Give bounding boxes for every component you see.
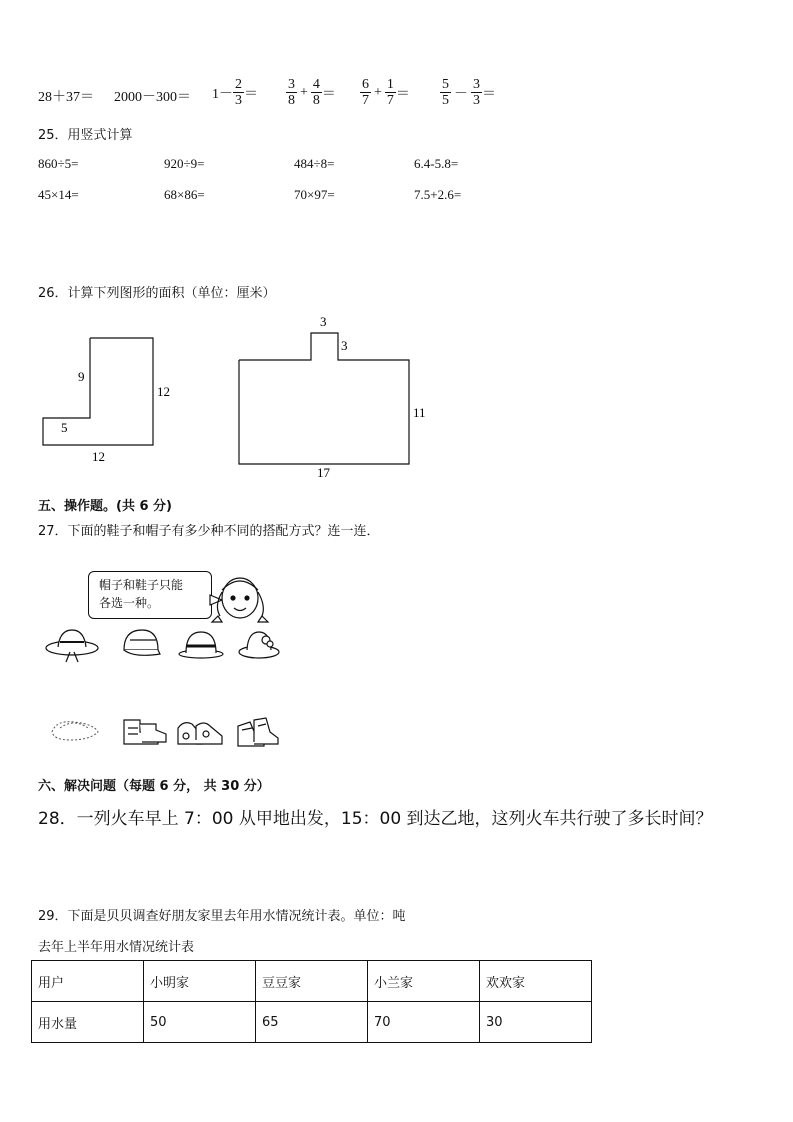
q26-title: 26．计算下列图形的面积（单位：厘米） — [38, 286, 276, 301]
fig1-step-label: 5 — [61, 420, 68, 435]
fig1-bottom-label: 12 — [92, 449, 105, 464]
fig1-left-label: 9 — [78, 369, 85, 384]
sneaker-icon — [178, 723, 222, 744]
table-row — [32, 1002, 592, 1043]
table-cell: 30 — [480, 1002, 592, 1043]
expression-text: 2000－300＝ — [114, 90, 191, 105]
denominator: 8 — [288, 93, 295, 108]
fig2-top-label: 3 — [320, 314, 327, 329]
table-cell: 用水量 — [32, 1002, 144, 1043]
table-row — [32, 961, 592, 1002]
matching-illustration — [0, 560, 793, 760]
q29-table-title: 去年上半年用水情况统计表 — [38, 940, 195, 955]
speech-line: 各选一种。 — [99, 596, 160, 610]
sun-hat-icon — [46, 630, 98, 662]
q28-question: 28．一列火车早上 7：00 从甲地出发，15：00 到达乙地，这列火车共行驶了多长时间？ — [38, 809, 713, 829]
numerator: 5 — [442, 77, 449, 92]
l-shape-figure — [43, 338, 170, 464]
q25-title: 25．用竖式计算 — [38, 128, 133, 143]
fig2-bottom-label: 17 — [317, 465, 330, 480]
table-cell: 欢欢家 — [480, 961, 592, 1002]
numerator: 6 — [362, 77, 369, 92]
numerator: 3 — [288, 77, 295, 92]
denominator: 3 — [473, 93, 480, 108]
numerator: 1 — [386, 77, 394, 92]
table-cell: 65 — [256, 1002, 368, 1043]
q25-item: 70×97= — [294, 187, 335, 202]
operator: + — [374, 85, 382, 100]
boot-icon — [124, 720, 166, 744]
table-cell: 用户 — [32, 961, 144, 1002]
operator: + — [300, 85, 308, 100]
q25-item: 920÷9= — [164, 156, 205, 171]
area-figures — [0, 0, 793, 500]
table-cell: 小明家 — [144, 961, 256, 1002]
q25-item: 860÷5= — [38, 156, 79, 171]
fig1-right-label: 12 — [157, 384, 170, 399]
fig2-notch-label: 3 — [341, 338, 348, 353]
table-cell: 50 — [144, 1002, 256, 1043]
l-shape-outline — [43, 338, 153, 445]
denominator: 8 — [312, 93, 320, 108]
operator: － — [454, 87, 468, 102]
speech-line: 帽子和鞋子只能 — [99, 578, 184, 592]
q27-title: 27．下面的鞋子和帽子有多少种不同的搭配方式？连一连． — [38, 524, 380, 539]
water-usage-table — [31, 960, 592, 1043]
numerator: 4 — [312, 77, 320, 92]
denominator: 5 — [442, 93, 449, 108]
slipper-icon — [52, 722, 98, 740]
section-5-heading: 五、操作题。(共 6 分) — [38, 499, 172, 514]
expression-text: 28＋37＝ — [38, 90, 94, 105]
high-top-shoe-icon — [238, 718, 278, 746]
equals-sign: ＝ — [395, 87, 410, 102]
flower-hat-icon — [239, 632, 279, 658]
cap-icon — [124, 630, 160, 655]
q25-item: 6.4-5.8= — [414, 156, 459, 171]
q25-item: 484÷8= — [294, 156, 335, 171]
denominator: 3 — [235, 93, 242, 108]
table-cell: 70 — [368, 1002, 480, 1043]
table-cell: 小兰家 — [368, 961, 480, 1002]
equals-sign: ＝ — [482, 87, 496, 102]
q29-title: 29．下面是贝贝调查好朋友家里去年用水情况统计表。单位：吨 — [38, 909, 406, 924]
fedora-icon — [179, 632, 223, 658]
notched-rectangle-figure — [239, 314, 426, 480]
denominator: 7 — [362, 93, 369, 108]
section-6-heading: 六、解决问题（每题 6 分， 共 30 分） — [38, 779, 270, 794]
notched-rectangle-outline — [239, 333, 409, 464]
table-cell: 豆豆家 — [256, 961, 368, 1002]
equals-sign: ＝ — [321, 87, 336, 102]
q25-item: 68×86= — [164, 187, 205, 202]
numerator: 3 — [473, 77, 480, 92]
expression-lead: 1－ — [212, 87, 233, 102]
numerator: 2 — [235, 77, 242, 92]
q25-item: 45×14= — [38, 187, 79, 202]
fig2-right-label: 11 — [413, 405, 426, 420]
denominator: 7 — [386, 93, 394, 108]
equals-sign: ＝ — [244, 87, 258, 102]
q25-item: 7.5+2.6= — [414, 187, 462, 202]
